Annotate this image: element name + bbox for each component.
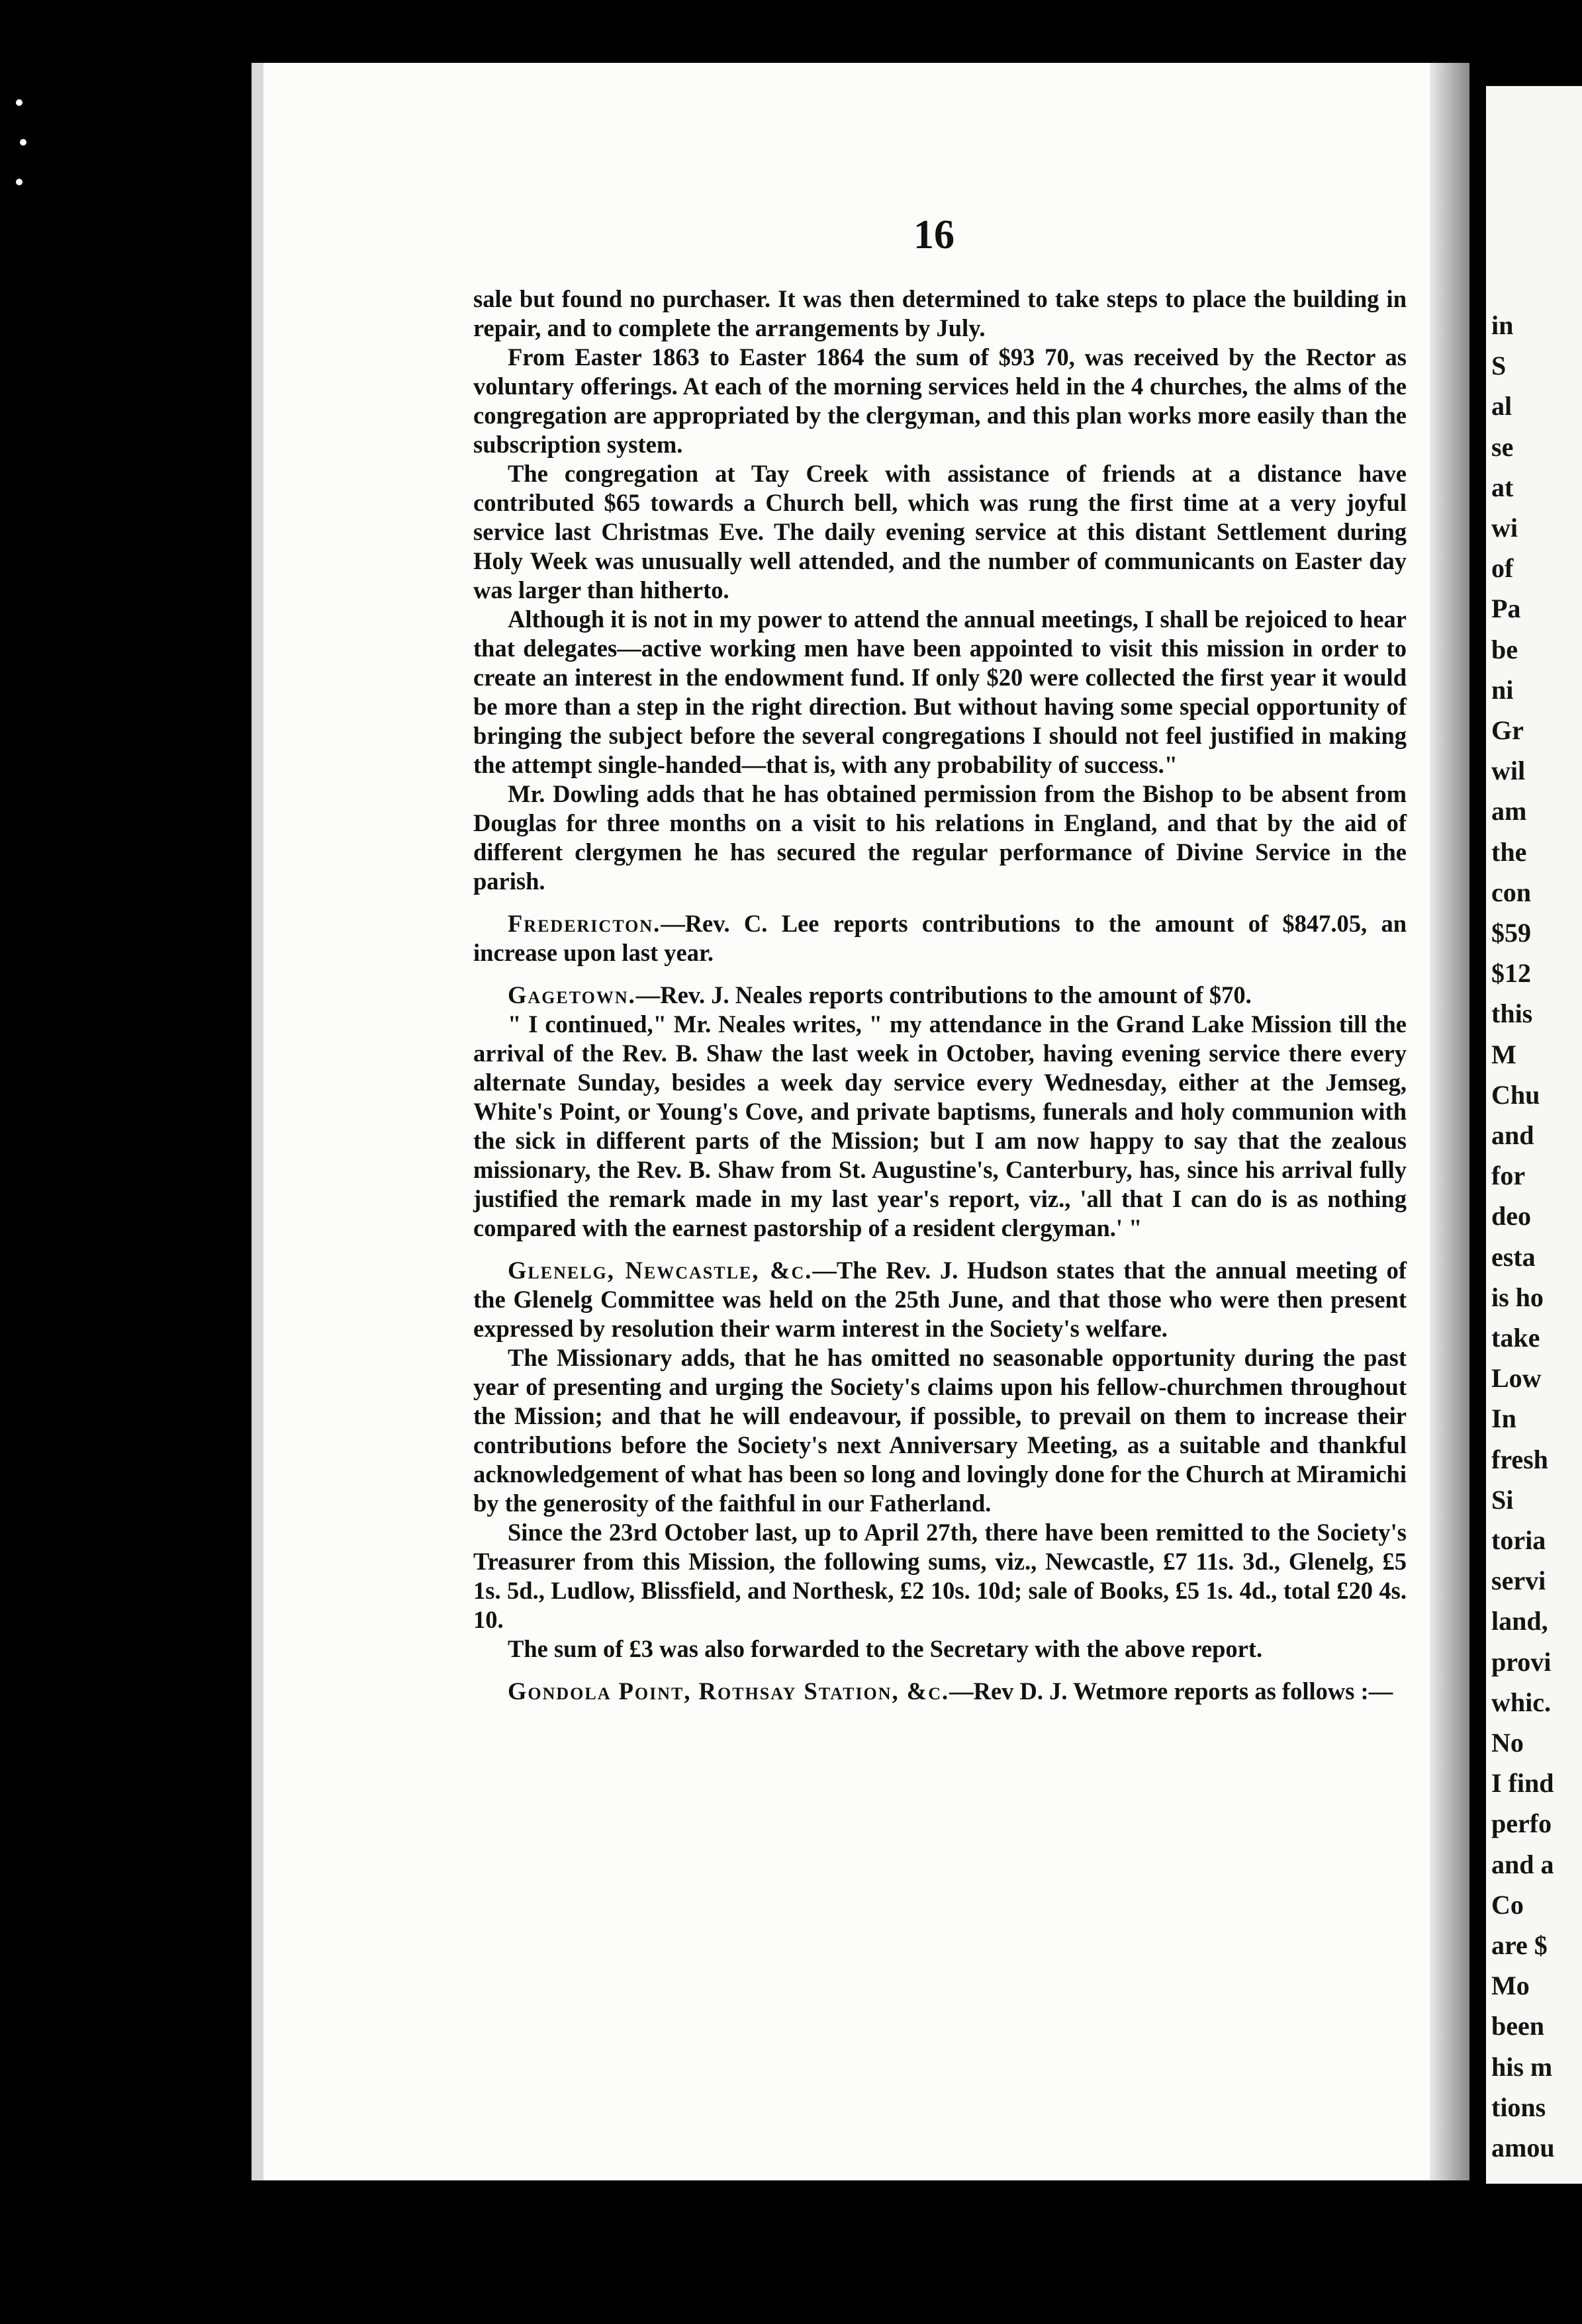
body-text [473, 285, 1407, 1706]
adjacent-page-fragment: his m [1491, 2051, 1553, 2082]
artifact-dot [16, 99, 23, 106]
paragraph: The sum of £3 was also forwarded to the Secretary with the above report. [508, 1635, 1263, 1662]
adjacent-page-fragment: se [1491, 431, 1514, 462]
adjacent-page-fragment: provi [1491, 1646, 1552, 1677]
section-heading: Gondola Point, Rothsay Station, &c. [508, 1677, 950, 1705]
adjacent-page-fragment: Chu [1491, 1079, 1540, 1110]
adjacent-page-fragment: $12 [1491, 958, 1531, 989]
section-paragraph [473, 1256, 1407, 1343]
adjacent-page-fragment: and a [1491, 1849, 1554, 1879]
paragraph: The congregation at Tay Creek with assistance of friends at a distance have contributed $65 towards a Church bell, which was rung the first time at a very joyful service last Christmas Eve. The daily evening service at this distant Settlement during Holy Week was unusually well attended, and the number of communicants on Easter day was larger than hitherto. [473, 460, 1407, 603]
paragraph: Although it is not in my power to attend the annual meetings, I shall be rejoiced to hear that delegates—active working men have been appointed to visit this mission in order to create an interest in the endowment fund. If only $20 were collected the first year it would be more than a step in the right direction. But without having some special opportunity of bringing the subject before the several congregations I should not feel justified in making the attempt single-handed—that is, with any probability of success." [473, 605, 1407, 778]
adjacent-page-fragment: Si [1491, 1484, 1514, 1515]
adjacent-page-fragment: I find [1491, 1768, 1554, 1799]
adjacent-page-fragment: perfo [1491, 1809, 1552, 1839]
section-heading: Gagetown. [508, 981, 636, 1008]
section-paragraph [473, 909, 1407, 967]
section-paragraph [473, 1677, 1407, 1706]
adjacent-page-fragment: tions [1491, 2092, 1546, 2122]
paragraph: Since the 23rd October last, up to April 27th, there have been remitted to the Society's Treasurer from this Mission, the following sums, viz., Newcastle, £7 11s. 3d., Glenelg, £5 1s. 5d., Ludlow, Blissfield, and Northesk, £2 10s. 10d; sale of Books, £5 1s. 4d., total £20 4s. 10. [473, 1519, 1407, 1633]
adjacent-page-fragment: $59 [1491, 918, 1531, 948]
section-paragraph [473, 981, 1407, 1010]
adjacent-page-fragment: S [1491, 351, 1507, 381]
adjacent-page-fragment: toria [1491, 1525, 1546, 1555]
paragraph: " I continued," Mr. Neales writes, " my attendance in the Grand Lake Mission till the arrival of the Rev. B. Shaw the last week in October, having evening service there every alternate Sunday, besides a week day service every Wednesday, either at the Jemseg, White's Point, or Young's Cove, and private baptisms, funerals and holy communion with the sick in different parts of the Mission; but I am now happy to say that the zealous missionary, the Rev. B. Shaw from St. Augustine's, Canterbury, has, since his arrival fully justified the remark made in my last year's report, viz., 'all that I can do is as nothing compared with the earnest pastorship of a resident clergyman.' " [473, 1010, 1407, 1241]
adjacent-page-fragment: land, [1491, 1606, 1548, 1636]
gutter-shadow [1430, 63, 1469, 2180]
page-number: 16 [913, 212, 954, 257]
section-heading: Fredericton. [508, 910, 661, 937]
adjacent-page-fragment: con [1491, 877, 1531, 907]
adjacent-page-fragment: M [1491, 1039, 1516, 1069]
adjacent-page-fragment: be [1491, 634, 1518, 664]
adjacent-page-fragment: whic. [1491, 1687, 1551, 1717]
adjacent-page-fragment: is ho [1491, 1282, 1544, 1312]
artifact-dot [16, 179, 23, 185]
adjacent-page-fragment: Co [1491, 1889, 1524, 1920]
adjacent-page-fragment: servi [1491, 1566, 1546, 1596]
adjacent-page-fragment: al [1491, 391, 1512, 422]
adjacent-page-fragment: am [1491, 796, 1527, 827]
adjacent-page-fragment: and [1491, 1120, 1534, 1150]
adjacent-page-fragment: amou [1491, 2133, 1555, 2163]
adjacent-page-fragment: take [1491, 1323, 1540, 1353]
section-text: —The Rev. J. Hudson states that the annual meeting of the Glenelg Committee was held on the 25th June, and that those who were then present expressed by resolution their warm interest in the Society's welfare. [473, 1257, 1407, 1342]
adjacent-page-fragment: of [1491, 553, 1514, 584]
adjacent-page-fragment: esta [1491, 1241, 1536, 1272]
scan-artifact-dots [13, 99, 33, 218]
section-text: —Rev. C. Lee reports contributions to the amount of $847.05, an increase upon last year. [473, 910, 1407, 966]
adjacent-page-fragment: Gr [1491, 715, 1524, 745]
paragraph: The Missionary adds, that he has omitted no seasonable opportunity during the past year of presenting and urging the Society's claims upon his fellow-churchmen throughout the Mission; and that he will endeavour, if possible, to prevail on them to increase their contributions before the Society's next Anniversary Meeting, as a suitable and thankful acknowledgement of what has been so long and lovingly done for the Church at Miramichi by the generosity of the faithful in our Fatherland. [473, 1344, 1407, 1517]
scan-background [0, 0, 252, 2324]
adjacent-page-fragment: in [1491, 310, 1514, 340]
adjacent-page-fragment: In [1491, 1404, 1516, 1434]
section-heading: Glenelg, Newcastle, &c. [508, 1257, 813, 1284]
adjacent-page-fragment: Low [1491, 1363, 1542, 1394]
artifact-dot [20, 139, 26, 146]
section-text: —Rev. J. Neales reports contributions to the amount of $70. [635, 981, 1252, 1008]
paragraph: Mr. Dowling adds that he has obtained permission from the Bishop to be absent from Douglas for three months on a visit to his relations in England, and that by the aid of different clergymen he has secured the regular performance of Divine Service in the parish. [473, 780, 1407, 895]
paragraph: From Easter 1863 to Easter 1864 the sum of $93 70, was received by the Rector as voluntary offerings. At each of the morning services held in the 4 churches, the alms of the congregation are appropriated by the clergyman, and this plan works more easily than the subscription system. [473, 343, 1407, 458]
paragraph: sale but found no purchaser. It was then determined to take steps to place the building in repair, and to complete the arrangements by July. [473, 285, 1407, 341]
adjacent-page-fragment: at [1491, 472, 1514, 502]
adjacent-page-fragment: wi [1491, 513, 1518, 543]
adjacent-page-fragment: No [1491, 1728, 1524, 1758]
adjacent-page-fragment: this [1491, 999, 1533, 1029]
adjacent-page-fragment: wil [1491, 756, 1526, 786]
adjacent-page-fragment: fresh [1491, 1444, 1548, 1474]
adjacent-page-fragment: deo [1491, 1201, 1531, 1231]
adjacent-page-fragment: are $ [1491, 1930, 1548, 1960]
adjacent-page-fragment: been [1491, 2011, 1544, 2041]
adjacent-page-fragment: ni [1491, 674, 1514, 705]
adjacent-page-fragment: the [1491, 836, 1527, 867]
adjacent-page-fragment: Pa [1491, 594, 1521, 624]
adjacent-page-fragment: for [1491, 1161, 1526, 1191]
adjacent-page-edge [1486, 86, 1582, 2184]
section-text: —Rev D. J. Wetmore reports as follows :— [949, 1677, 1393, 1705]
adjacent-page-fragment: Mo [1491, 1971, 1530, 2001]
